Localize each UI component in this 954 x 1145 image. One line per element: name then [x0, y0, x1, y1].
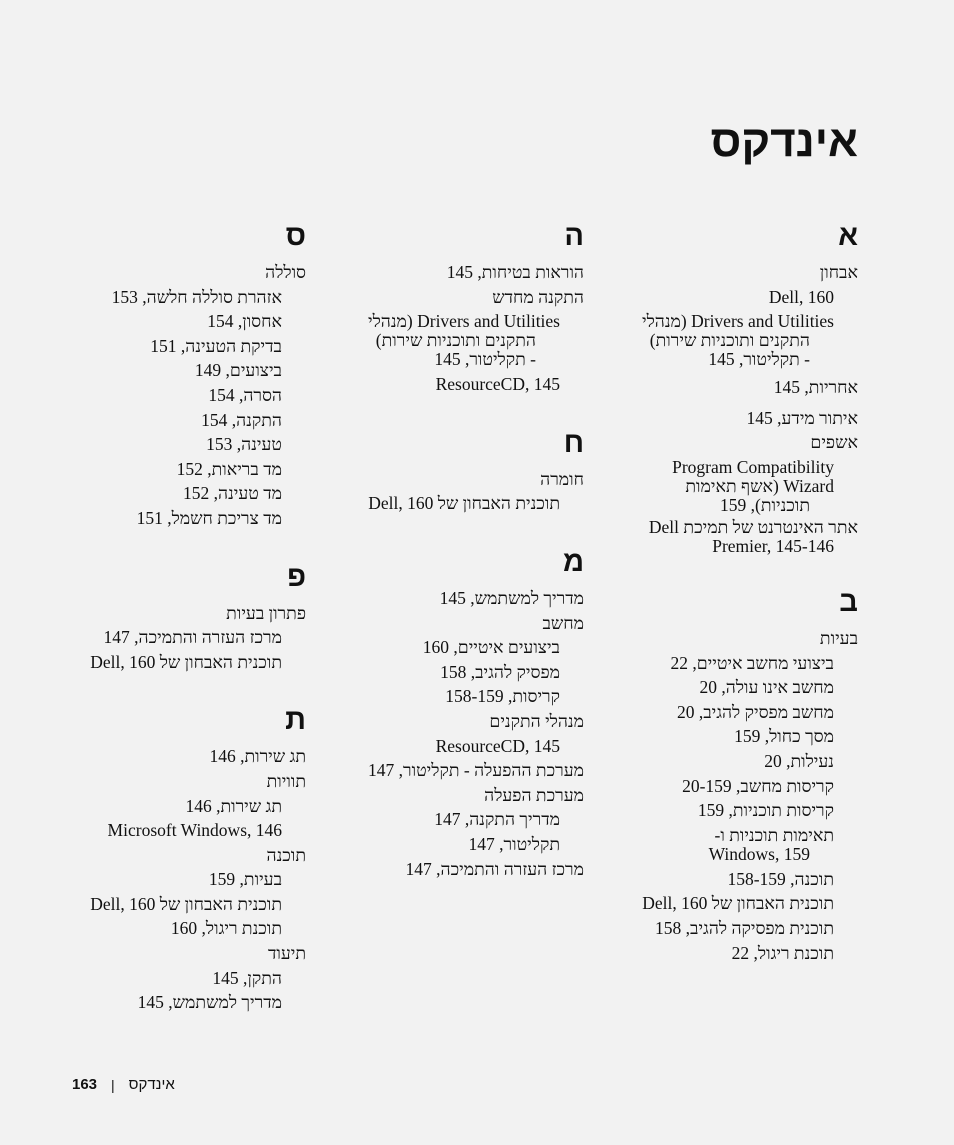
index-subentry [622, 312, 858, 369]
index-subentry: מד בריאות, 152 [176, 458, 282, 479]
index-subentry: Microsoft Windows, 146 [107, 820, 282, 841]
index-subentry: מפסיק להגיב, 158 [440, 661, 560, 682]
index-section-mem [348, 544, 584, 881]
section-letter: פ [287, 560, 306, 593]
index-entry: מדריך למשתמש, 145 [439, 587, 584, 608]
index-entry: אשפים [810, 432, 858, 453]
index-entry: תג שירות, 146 [209, 746, 306, 767]
index-subentry: מדריך למשתמש, 145 [137, 992, 282, 1013]
index-subentry: ResourceCD, 145 [435, 735, 560, 756]
page-footer [72, 1076, 175, 1093]
index-column-3 [70, 218, 306, 1043]
index-subentry [348, 312, 584, 369]
index-entry: מערכת הפעלה [484, 784, 584, 805]
index-subentry: קריסות, 158-159 [445, 686, 560, 707]
index-subentry: נעילות, 20 [764, 750, 834, 771]
index-entry: אבחון [819, 262, 858, 282]
entry-line: Premier, 145-146 [712, 535, 834, 556]
entry-line: - תקליטור, 145 [708, 349, 810, 370]
index-subentry: הסרה, 154 [208, 384, 282, 405]
index-section-bet [622, 584, 858, 965]
entry-line: Wizard (אשף תאימות [685, 475, 834, 496]
entry-line: תאימות תוכניות ו- [714, 824, 834, 845]
index-section-tav [70, 702, 306, 1015]
index-section-het [348, 425, 584, 516]
entry-line: Drivers and Utilities (מנהלי [368, 311, 560, 332]
section-letter: ס [285, 220, 306, 252]
index-subentry: ResourceCD, 145 [435, 374, 560, 395]
index-entry: חומרה [540, 468, 584, 489]
index-subentry [622, 458, 858, 515]
index-subentry: תוכנית האבחון של Dell, 160 [642, 893, 834, 914]
index-subentry: מד טעינה, 152 [183, 483, 282, 504]
index-subentry: תג שירות, 146 [185, 795, 282, 816]
footer-separator: | [111, 1076, 115, 1093]
index-subentry: קריסות מחשב, 20-159 [682, 775, 834, 796]
index-section-he [348, 218, 584, 397]
index-entry: בעיות [819, 627, 858, 648]
page-number: 163 [72, 1076, 98, 1093]
section-letter: א [838, 220, 858, 252]
entry-line: - תקליטור, 145 [434, 349, 536, 370]
index-subentry: תוכנת ריגול, 22 [731, 942, 834, 963]
index-subentry: ביצועי מחשב איטיים, 22 [670, 652, 834, 673]
entry-line: תוכניות), 159 [720, 494, 810, 515]
index-subentry: קריסות תוכניות, 159 [697, 800, 834, 821]
index-entry: מנהלי התקנים [489, 710, 584, 731]
entry-line: התקנים ותוכניות שירות) [375, 330, 536, 351]
index-subentry: התקנה, 154 [201, 409, 282, 430]
index-subentry: תקליטור, 147 [468, 833, 560, 854]
page-title: אינדקס [710, 117, 858, 166]
index-section-pe [70, 559, 306, 675]
index-entry: מרכז העזרה והתמיכה, 147 [405, 858, 584, 879]
section-letter: ב [839, 585, 858, 618]
index-column-2 [348, 218, 584, 909]
entry-line: Program Compatibility [672, 456, 834, 477]
index-entry: מחשב [542, 612, 584, 633]
index-subentry: מחשב מפסיק להגיב, 20 [676, 701, 834, 722]
index-subentry [622, 826, 858, 864]
index-entry: תוכנה [266, 844, 306, 865]
index-subentry: מד צריכת חשמל, 151 [136, 507, 282, 528]
index-subentry: בדיקת הטעינה, 151 [150, 335, 282, 356]
index-subentry: ביצועים, 149 [194, 360, 282, 381]
entry-line: Drivers and Utilities (מנהלי [642, 311, 834, 332]
index-subentry: תוכנית האבחון של Dell, 160 [90, 893, 282, 914]
index-subentry: Dell, 160 [768, 286, 834, 307]
index-subentry: תוכנית מפסיקה להגיב, 158 [655, 917, 834, 938]
section-letter: ת [285, 704, 306, 737]
index-column-1 [622, 218, 858, 993]
index-subentry: תוכנה, 158-159 [727, 868, 834, 889]
index-section-samekh [70, 218, 306, 531]
index-entry: הוראות בטיחות, 145 [446, 262, 584, 282]
index-entry: איתור מידע, 145 [746, 407, 858, 428]
index-entry: סוללה [265, 262, 306, 282]
entry-line: Windows, 159 [708, 843, 810, 864]
section-letter: ח [563, 426, 584, 459]
section-letter: מ [562, 545, 584, 578]
index-section-alef [622, 218, 858, 556]
entry-line: התקנים ותוכניות שירות) [649, 330, 810, 351]
footer-section-title: אינדקס [128, 1076, 175, 1093]
index-subentry: התקן, 145 [212, 967, 282, 988]
index-subentry: תוכנית האבחון של Dell, 160 [368, 493, 560, 514]
index-entry: התקנה מחדש [492, 286, 584, 307]
index-entry [622, 518, 858, 556]
index-entry: פתרון בעיות [226, 602, 306, 623]
index-subentry: מדריך התקנה, 147 [434, 809, 560, 830]
index-entry: אחריות, 145 [773, 377, 858, 398]
index-subentry: מסך כחול, 159 [734, 726, 834, 747]
index-subentry: תוכנית האבחון של Dell, 160 [90, 651, 282, 672]
index-subentry: טעינה, 153 [206, 434, 282, 455]
index-entry: תיעוד [267, 943, 306, 964]
index-entry: מערכת ההפעלה - תקליטור, 147 [368, 760, 584, 781]
index-entry: תוויות [266, 770, 306, 791]
index-subentry: אחסון, 154 [207, 311, 282, 332]
index-subentry: מחשב אינו עולה, 20 [699, 677, 834, 698]
index-subentry: אזהרת סוללה חלשה, 153 [111, 286, 282, 307]
section-letter: ה [564, 220, 584, 252]
index-subentry: מרכז העזרה והתמיכה, 147 [103, 627, 282, 648]
index-subentry: ביצועים איטיים, 160 [422, 637, 560, 658]
entry-line: אתר האינטרנט של תמיכת Dell [648, 516, 858, 537]
index-subentry: בעיות, 159 [208, 869, 282, 890]
index-subentry: תוכנת ריגול, 160 [170, 918, 282, 939]
